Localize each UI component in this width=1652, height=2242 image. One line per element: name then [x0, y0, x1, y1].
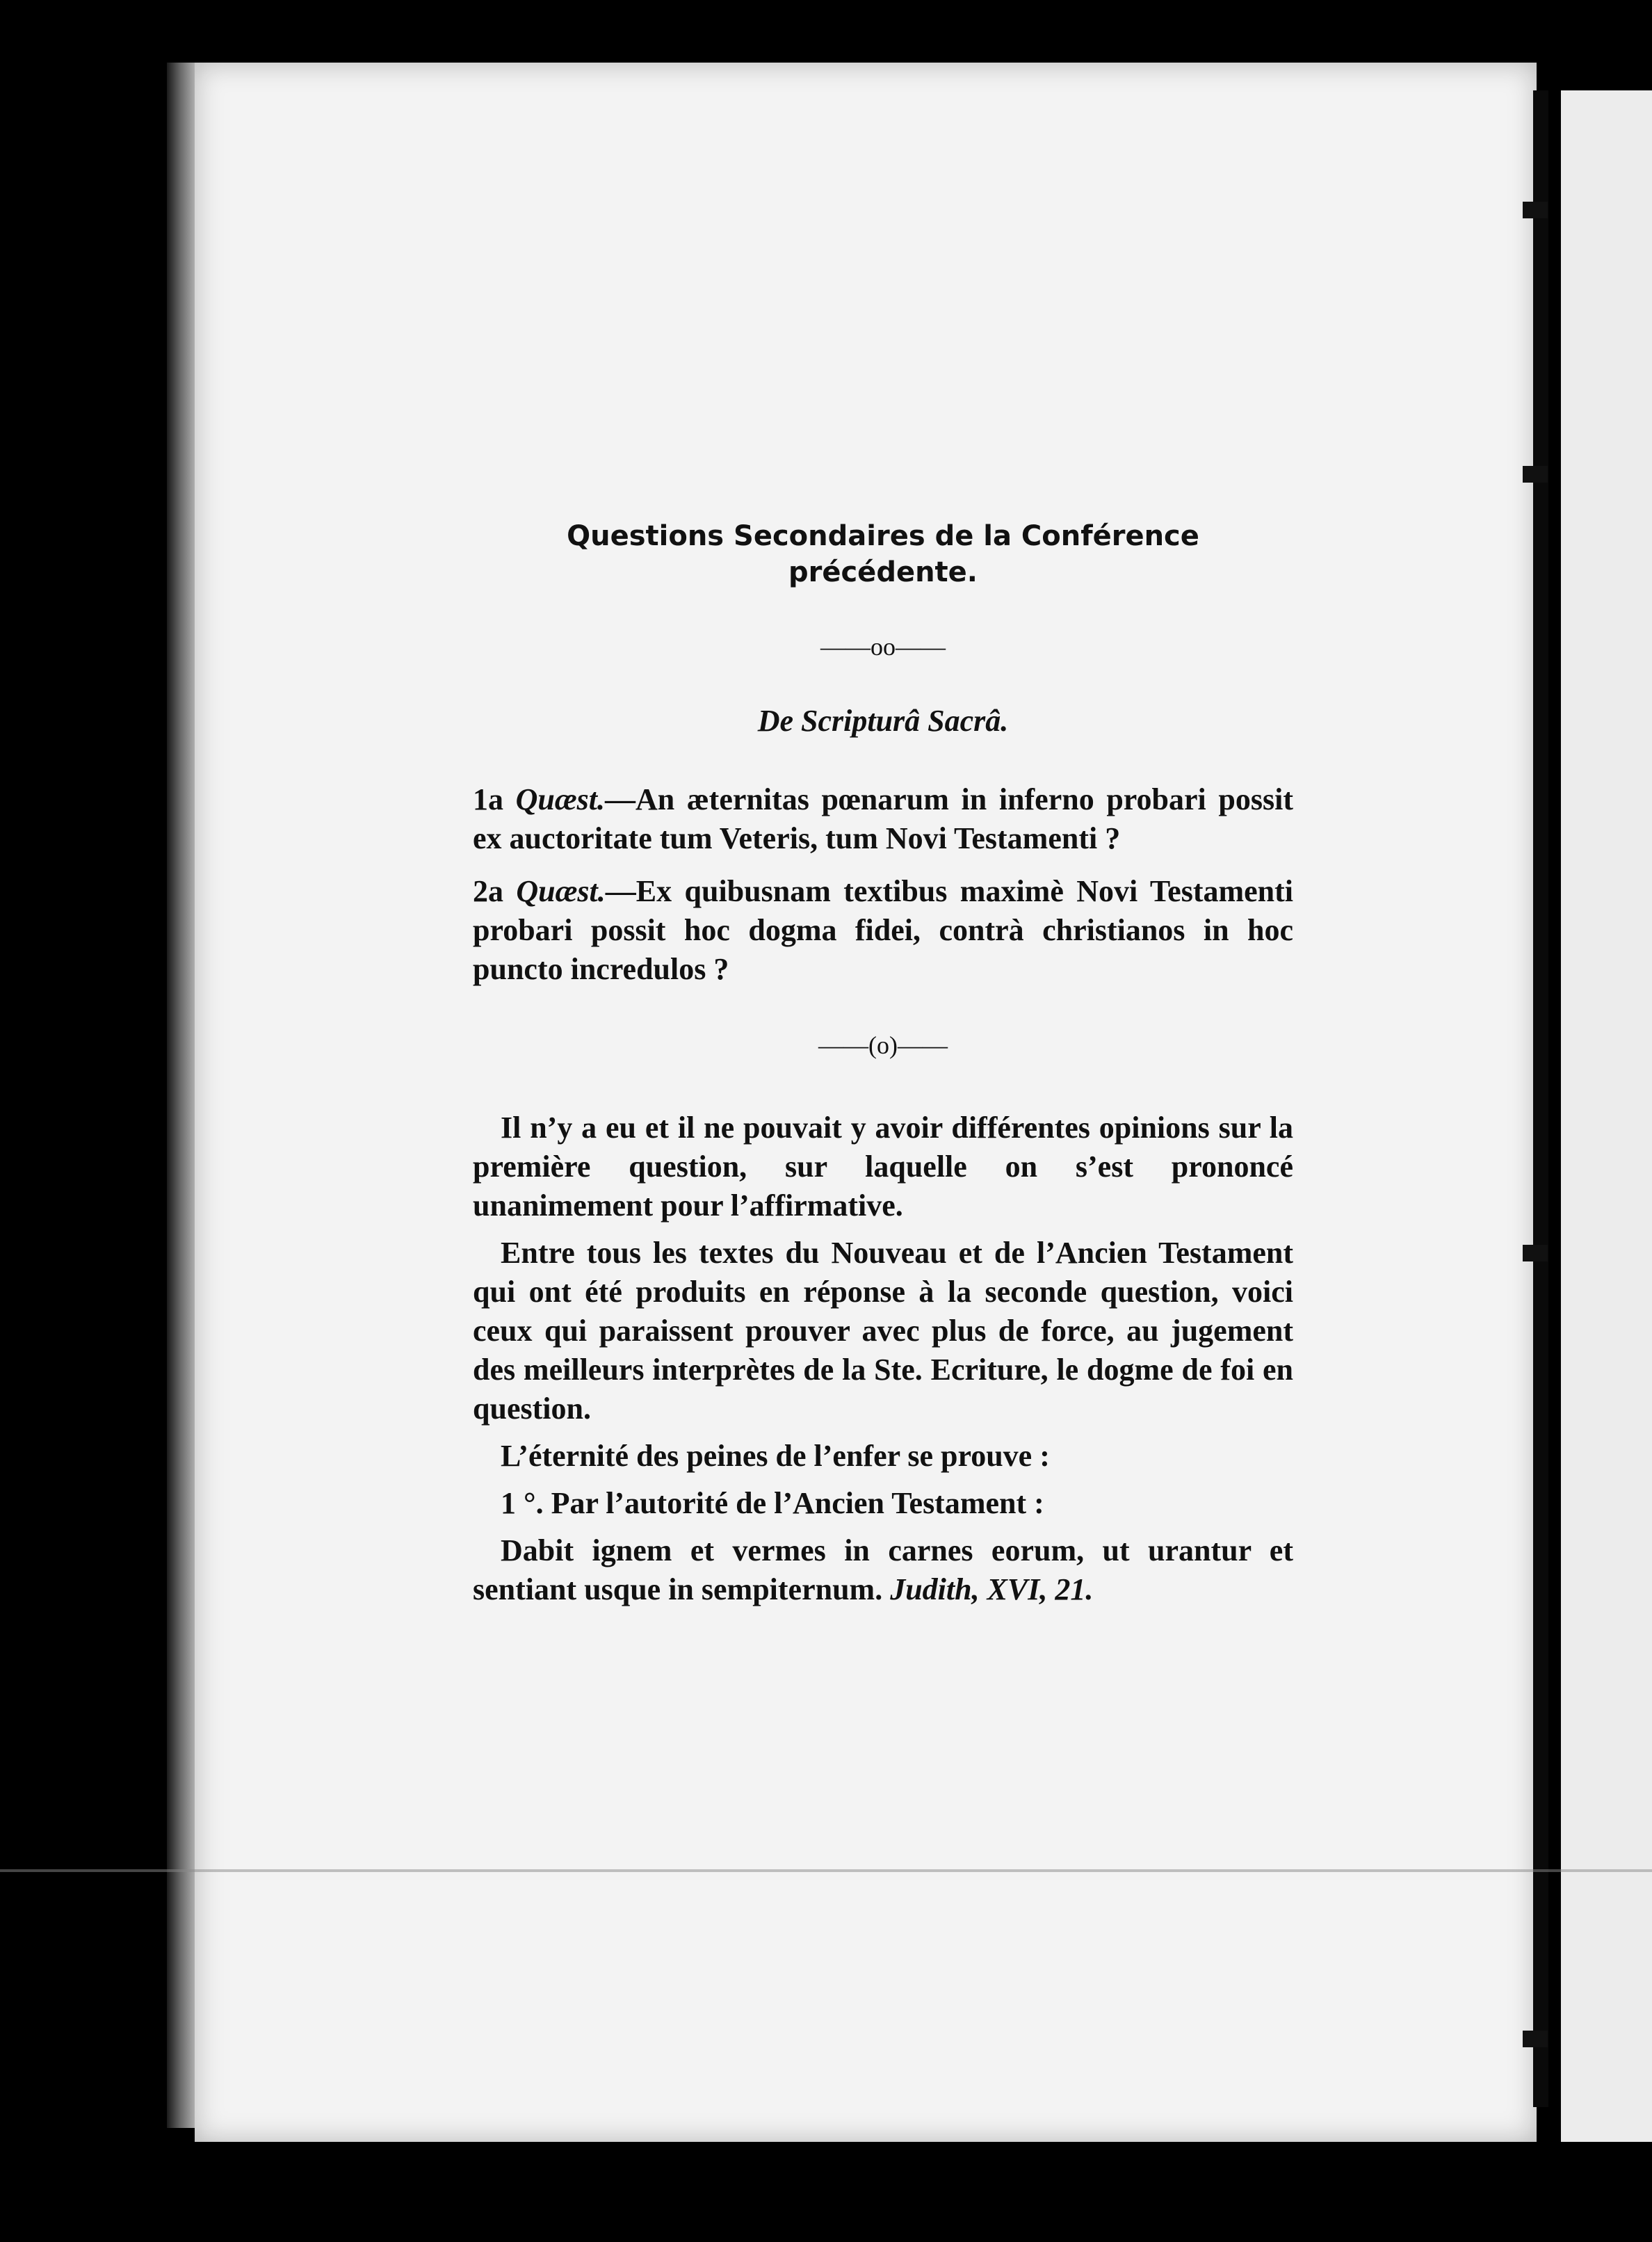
binding-tab [1523, 1245, 1548, 1261]
binding-strip [1533, 90, 1548, 2107]
paragraph: Il n’y a eu et il ne pouvait y avoir différentes opinions sur la première question, sur laquelle on s’est prononcé unanimement pour l’affirmative. [473, 1111, 1293, 1223]
adjacent-page-edge [1561, 90, 1652, 2142]
heading-line-2: précédente. [788, 556, 978, 588]
binding-tab [1523, 466, 1548, 483]
separator-1: ——oo—— [820, 633, 946, 661]
section-title: De Scripturâ Sacrâ. [757, 704, 1009, 738]
quote-reference: Judith, XVI, 21. [890, 1572, 1094, 1606]
question-label: Quæst. [515, 782, 606, 816]
scan-line [0, 1869, 1652, 1872]
question-label: Quæst. [516, 874, 606, 908]
scripture-quote [473, 1531, 1293, 1609]
quote-text: Dabit ignem et vermes in carnes eorum, ut urantur et sentiant usque in sempiternum. [473, 1533, 1293, 1606]
question-number: 2a [473, 874, 503, 908]
question-text: —Ex quibusnam textibus maximè Novi Testamenti probari possit hoc dogma fidei, contrà christianos in hoc puncto incredulos ? [473, 874, 1294, 986]
paragraph: Entre tous les textes du Nouveau et de l’Ancien Testament qui ont été produits en réponse à la seconde question, voici ceux qui paraissent prouver avec plus de force, au jugement des meilleurs interprètes de la Ste. Ecriture, le dogme de foi en question. [473, 1236, 1293, 1426]
page-content [473, 518, 1293, 1618]
question-2 [473, 872, 1293, 989]
page-heading [473, 518, 1293, 590]
question-1 [473, 780, 1293, 858]
question-number: 1a [473, 782, 503, 816]
paragraph: 1 °. Par l’autorité de l’Ancien Testament : [501, 1486, 1044, 1520]
question-text: —An æternitas pœnarum in inferno probari possit ex auctoritate tum Veteris, tum Novi Testamenti ? [473, 782, 1294, 855]
binding-tab [1523, 2031, 1548, 2047]
paragraph: L’éternité des peines de l’enfer se prouve : [501, 1439, 1050, 1473]
binding-tab [1523, 202, 1548, 218]
separator-2: ——(o)—— [818, 1031, 948, 1059]
heading-line-1: Questions Secondaires de la Conférence [567, 520, 1199, 552]
